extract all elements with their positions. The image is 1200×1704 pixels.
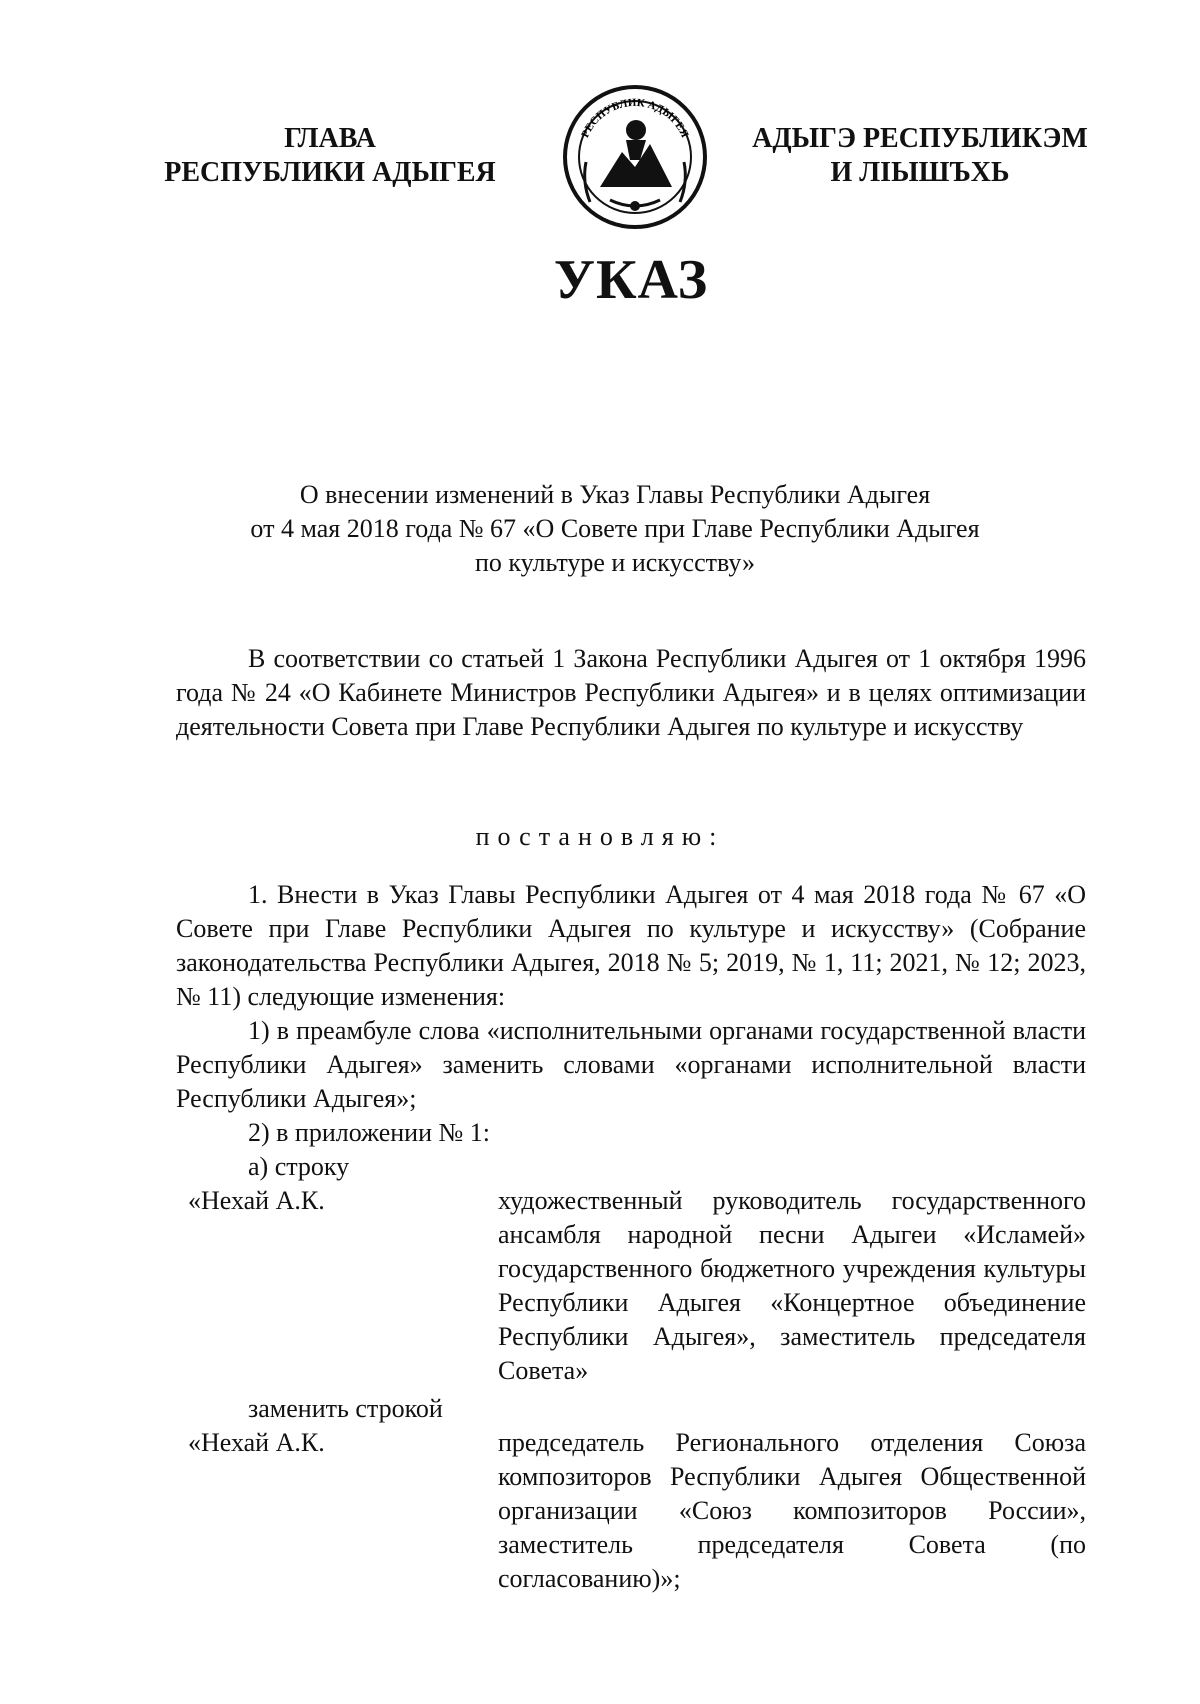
document-subject bbox=[190, 478, 1040, 580]
document-title: УКАЗ bbox=[553, 249, 709, 311]
svg-text:РЕСПУБЛИК АДЫГЕЯ: РЕСПУБЛИК АДЫГЕЯ bbox=[579, 96, 691, 140]
header-right bbox=[740, 122, 1100, 190]
old-row-name: «Нехай А.К. bbox=[188, 1186, 325, 1215]
header-right-line2: И ЛІЫШЪХЬ bbox=[830, 157, 1010, 188]
subitem-2-line: 2) в приложении № 1: bbox=[248, 1118, 491, 1147]
decree-word: постановляю: bbox=[475, 822, 725, 851]
subject-line2: от 4 мая 2018 года № 67 «О Совете при Главе Республики Адыгея bbox=[250, 514, 980, 543]
subject-line1: О внесении изменений в Указ Главы Республики Адыгея bbox=[299, 480, 931, 509]
item-1-paragraph: 1. Внести в Указ Главы Республики Адыгея от 4 мая 2018 года № 67 «О Совете при Главе Республики Адыгея по культуре и искусству» (Собрание законодательства Республики Адыгея, 2018 № 5; 2019, № 1, 11; 2021, № 12; 2023, № 11) следующие изменения: bbox=[176, 880, 1086, 1011]
preamble-paragraph: В соответствии со статьей 1 Закона Республики Адыгея от 1 октября 1996 года № 24 «О Кабинете Министров Республики Адыгея» и в целях оптимизации деятельности Совета при Главе Республики Адыгея по культуре и искусству bbox=[176, 644, 1086, 741]
header-left-line2: РЕСПУБЛИКИ АДЫГЕЯ bbox=[164, 157, 496, 188]
header-right-line1: АДЫГЭ РЕСПУБЛИКЭМ bbox=[752, 123, 1088, 154]
new-row-name: «Нехай А.К. bbox=[188, 1428, 325, 1457]
header-left-line1: ГЛАВА bbox=[284, 123, 376, 154]
subitem-2a-line: а) строку bbox=[248, 1152, 350, 1181]
subject-line3: по культуре и искусству» bbox=[474, 548, 756, 577]
subitem-1-paragraph: 1) в преамбуле слова «исполнительными органами государственной власти Республики Адыгея» заменить словами «органами исполнительной власти Республики Адыгея»; bbox=[176, 1016, 1086, 1113]
header-left bbox=[160, 122, 500, 190]
new-row-description: председатель Регионального отделения Союза композиторов Республики Адыгея Общественной организации «Союз композиторов России», заместитель председателя Совета (по согласованию)»; bbox=[498, 1428, 1086, 1593]
coat-of-arms-emblem bbox=[560, 82, 710, 232]
replace-with-line: заменить строкой bbox=[248, 1394, 443, 1423]
old-row-description: художественный руководитель государственного ансамбля народной песни Адыгеи «Исламей» государственного бюджетного учреждения культуры Республики Адыгея «Концертное объединение Республики Адыгея», заместитель председателя Совета» bbox=[498, 1186, 1086, 1385]
